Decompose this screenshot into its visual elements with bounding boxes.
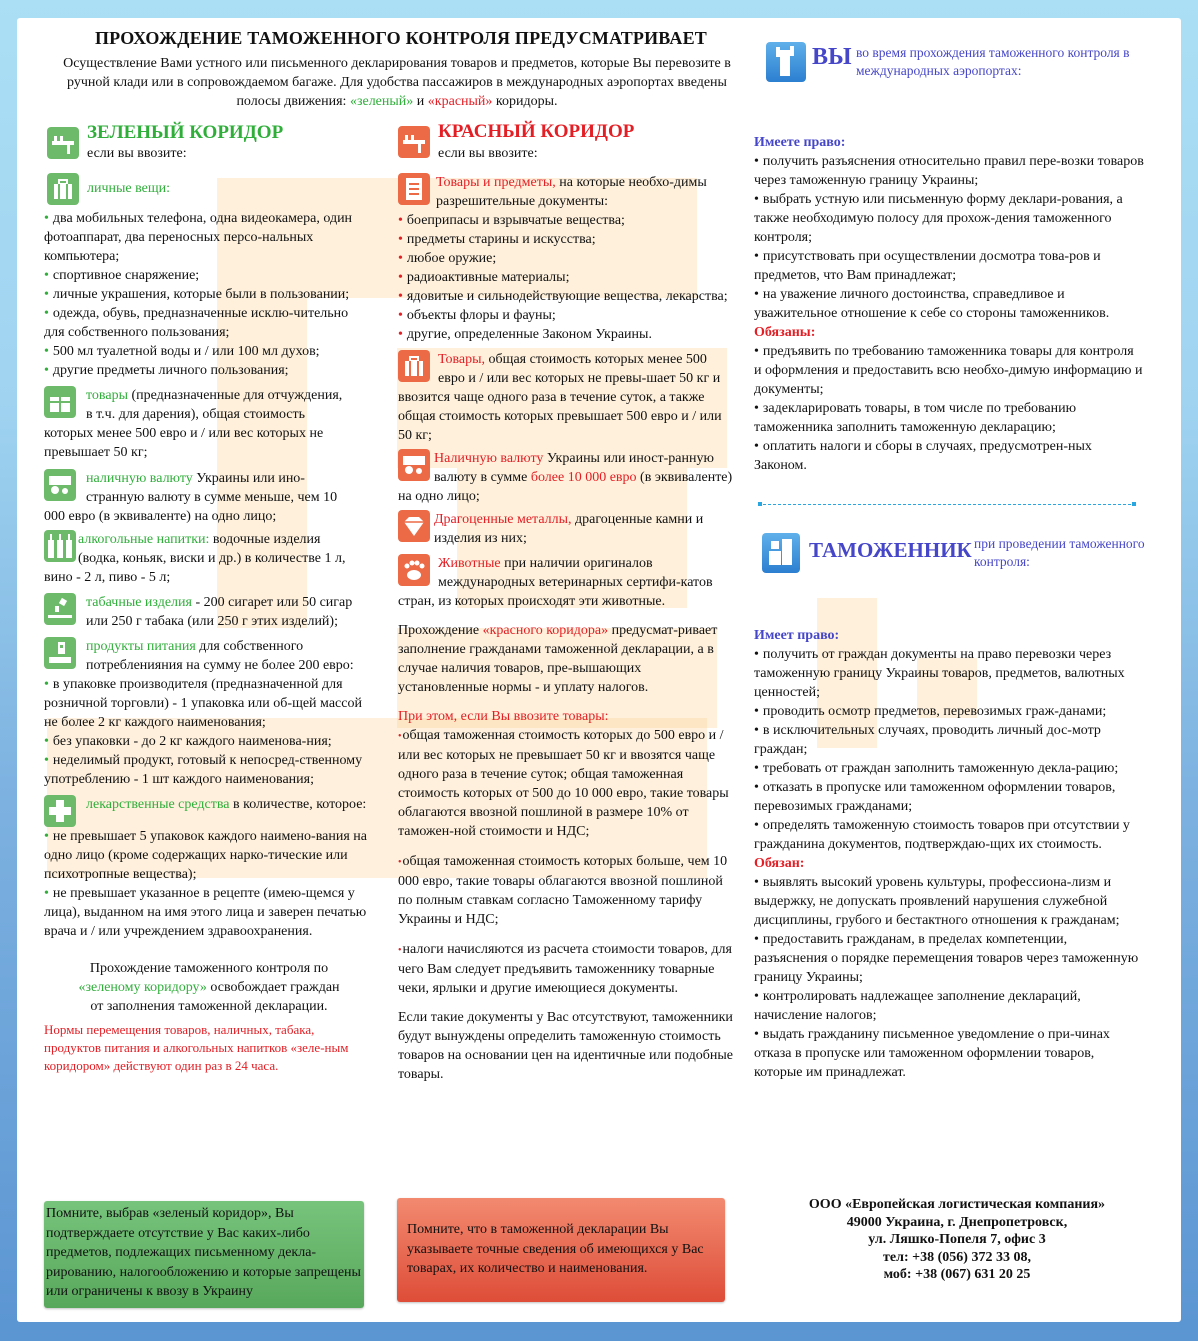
company-phone: тел: +38 (056) 372 33 08,	[883, 1249, 1031, 1265]
red-no-docs-note: Если такие документы у Вас отсутствуют, таможенники будут вынуждены определить таможенную стоимость товаров на основании цен на идентичные или подобные товары.	[398, 1010, 733, 1082]
list-item: • проводить осмотр предметов, перевозимых граж-данами;	[754, 702, 1144, 721]
suitcase-icon	[47, 173, 79, 205]
list-item: • одежда, обувь, предназначенные исклю-чительно для собственного пользования;	[44, 304, 370, 342]
cigarette-icon	[44, 593, 76, 625]
green-reminder-text: Помните, выбрав «зеленый коридор», Вы подтверждаете отсутствие у Вас каких-либо предметов, подлежащих письменному декла-рированию, налогообложению и которые запрещены или ограничены к ввозу в Украину	[46, 1206, 361, 1299]
red-cash-item	[398, 449, 734, 506]
customs-gate-icon	[398, 126, 430, 158]
note-green-label: «зеленому коридору»	[78, 980, 207, 995]
section-divider	[758, 504, 1136, 505]
animals-text: при наличии оригиналов международных ветеринарных сертифи-катов стран, из которых происходят эти животные.	[398, 556, 713, 609]
red-permits-item	[398, 173, 734, 344]
animals-label: Животные	[438, 556, 501, 571]
red-goods-item	[398, 350, 734, 445]
you-section	[754, 42, 1144, 475]
list-item: • предоставить гражданам, в пределах компетенции, разъяснения о порядке перемещения товаров через таможенную границу Украины;	[754, 930, 1144, 987]
green-norms-note: Нормы перемещения товаров, наличных, табака, продуктов питания и алкогольных напитков «зеле-ным коридором» действуют один раз в 24 часа.	[44, 1022, 349, 1073]
list-item: • другие предметы личного пользования;	[44, 361, 370, 380]
list-item: • боеприпасы и взрывчатые вещества;	[398, 211, 734, 230]
list-item: • оплатить налоги и сборы в случаях, предусмотрен-ных Законом.	[754, 437, 1144, 475]
list-item: • задекларировать товары, в том числе по требованию таможенника заполнить таможенную декларацию;	[754, 399, 1144, 437]
medical-cross-icon	[44, 795, 76, 827]
list-item: • предметы старины и искусства;	[398, 230, 734, 249]
list-item: • в исключительных случаях, проводить личный дос-мотр граждан;	[754, 721, 1144, 759]
passage-red-label: «красного коридора»	[482, 623, 609, 638]
red-corridor-header	[398, 122, 734, 162]
officer-section	[754, 533, 1144, 1082]
you-title: ВЫ	[812, 44, 852, 70]
list-item: • без упаковки - до 2 кг каждого наименова-ния;	[44, 732, 370, 751]
officer-duties-title: Обязан:	[754, 856, 805, 871]
green-reminder-box	[44, 1201, 364, 1308]
red-goods-label: Товары,	[438, 352, 486, 367]
personal-items-list	[44, 209, 370, 380]
red-corridor-title: КРАСНЫЙ КОРИДОР	[438, 121, 635, 142]
currency-icon	[44, 469, 76, 501]
metals-text: драгоценные камни и изделия из них;	[434, 512, 704, 546]
green-corridor-title: ЗЕЛЕНЫЙ КОРИДОР	[87, 122, 284, 143]
diamond-icon	[398, 510, 430, 542]
company-contacts	[757, 1196, 1157, 1284]
you-rights-title: Имеете право:	[754, 135, 846, 150]
list-item: • в упаковке производителя (предназначенной для розничной торговли) - 1 упаковка или об-щей массой не более 2 кг каждого наименования;	[44, 675, 370, 732]
alcohol-label: алкогольные напитки:	[78, 532, 210, 547]
list-item: • ядовитые и сильнодействующие вещества, лекарства;	[398, 287, 734, 306]
note-text: освобождает граждан от заполнения таможенной декларации.	[90, 980, 340, 1014]
officer-icon	[762, 533, 800, 573]
food-label: продукты питания	[86, 639, 196, 654]
list-item: • не превышает 5 упаковок каждого наимено-вания на одно лицо (кроме содержащих нарко-тические или психотропные вещества);	[44, 827, 370, 884]
suitcase-icon	[398, 350, 430, 382]
goods-label: товары	[86, 388, 128, 403]
company-address: ул. Ляшко-Попеля 7, офис 3	[868, 1232, 1046, 1247]
green-medicine-item	[44, 795, 370, 941]
alcohol-text: водочные изделия (водка, коньяк, виски и др.) в количестве 1 л, вино - 2 л, пиво - 5 л;	[44, 532, 346, 585]
list-item: • контролировать надлежащее заполнение деклараций, начисление налогов;	[754, 987, 1144, 1025]
red-cash-text-end: (в эквиваленте) на одно лицо;	[398, 470, 733, 504]
red-if-title: При этом, если Вы ввозите товары:	[398, 709, 609, 724]
green-alcohol-item	[44, 530, 364, 587]
permits-text: на которые необхо-димы разрешительные документы:	[436, 175, 707, 209]
list-item: • налоги начисляются из расчета стоимости товаров, для чего Вам следует предъявить таможеннику товарные чеки, ярлыки и другие имеющиеся документы.	[398, 940, 734, 998]
red-corridor-subtitle: если вы ввозите:	[438, 146, 538, 161]
intro-text-part: Осуществление Вами устного или письменного декларирования товаров и предметов, которые Вы перевозите в ручной клади или в сопровождаемом багаже. Для удобства пассажиров в международных аэропортах введены полосы движения:	[63, 56, 731, 109]
officer-rights-title: Имеет право:	[754, 628, 840, 643]
list-item: • общая таможенная стоимость которых больше, чем 10 000 евро, такие товары облагаются ввозной пошлиной по полным ставкам согласно Таможенному тарифу Украины и НДС;	[398, 852, 734, 929]
list-item: • выбрать устную или письменную форму деклари-рования, а также необходимую полосу для прохож-дения таможенного контроля;	[754, 190, 1144, 247]
customs-gate-icon	[47, 127, 79, 159]
tobacco-text: - 200 сигарет или 50 сигар или 250 г табака (или 250 г этих изделий);	[86, 595, 353, 629]
company-mobile: моб: +38 (067) 631 20 25	[883, 1267, 1031, 1282]
red-animals-item	[398, 554, 734, 611]
intro-text-part: и	[413, 94, 428, 109]
red-corridor-section	[398, 122, 734, 1084]
list-item: • два мобильных телефона, одна видеокамера, один фотоаппарат, два переносных персо-нальных компьютера;	[44, 209, 370, 266]
list-item: • не превышает указанное в рецепте (имею-щемся у лица), выданном на имя этого лица и заверен печатью врача и / или учреждением здравоохранения.	[44, 884, 370, 941]
paw-icon	[398, 554, 430, 586]
goods-text: (предназначенные для отчуждения, в т.ч. для дарения), общая стоимость которых менее 500 евро и / или вес которых не превышает 50 кг;	[44, 388, 343, 460]
leaflet-sheet	[17, 18, 1181, 1322]
red-cash-text: Украины или иност-ранную валюту в сумме	[434, 451, 714, 485]
list-item: • присутствовать при осуществлении досмотра това-ров и предметов, что Вам принадлежат;	[754, 247, 1144, 285]
green-corridor-section	[44, 123, 374, 1075]
medicine-label: лекарственные средства	[86, 797, 230, 812]
personal-items-label: личные вещи:	[87, 181, 171, 196]
red-goods-text: общая стоимость которых менее 500 евро и / или вес которых не превы-шает 50 кг и ввозится чаще одного раза в течение суток, а также общая стоимость которых превышает 500 евро и / или 50 кг;	[398, 352, 722, 443]
red-passage-note	[398, 621, 734, 697]
company-address: 49000 Украина, г. Днепропетровск,	[846, 1214, 1068, 1230]
red-metals-item	[398, 510, 734, 548]
list-item: • радиоактивные материалы;	[398, 268, 734, 287]
list-item: • общая таможенная стоимость которых до 500 евро и / или вес которых не превышает 50 кг и ввозятся чаще одного раза в течение суток; общая таможенная стоимость которых от 500 до 10 000 евро, такие товары облагаются ввозной пошлиной в размере 10% от таможен-ной стоимости и НДС;	[398, 726, 734, 841]
food-text: для собственного потребленияния на сумму не более 200 евро:	[86, 639, 354, 673]
you-header	[766, 42, 1144, 88]
permits-label: Товары и предметы,	[436, 175, 556, 190]
officer-title: ТАМОЖЕННИК	[809, 538, 972, 562]
passage-text: Прохождение	[398, 623, 483, 638]
list-item: • другие, определенные Законом Украины.	[398, 325, 734, 344]
cash-label: наличную валюту	[86, 471, 193, 486]
list-item: • на уважение личного достоинства, справедливое и уважительное отношение к себе со стороны таможенников.	[754, 285, 1144, 323]
list-item: • определять таможенную стоимость товаров при отсутствии у гражданина документов, подтверждаю-щих их стоимость.	[754, 816, 1144, 854]
officer-subtitle: при проведении таможенного контроля:	[974, 536, 1145, 569]
you-subtitle: во время прохождения таможенного контроля в международных аэропортах:	[856, 45, 1130, 78]
person-icon	[766, 42, 806, 82]
list-item: • 500 мл туалетной воды и / или 100 мл духов;	[44, 342, 370, 361]
page-title: ПРОХОЖДЕНИЕ ТАМОЖЕННОГО КОНТРОЛЯ ПРЕДУСМАТРИВАЕТ	[94, 28, 707, 48]
list-item: • требовать от граждан заполнить таможенную декла-рацию;	[754, 759, 1144, 778]
you-duties-title: Обязаны:	[754, 325, 816, 340]
list-item: • личные украшения, которые были в пользовании;	[44, 285, 370, 304]
currency-icon	[398, 449, 430, 481]
red-reminder-box	[397, 1198, 725, 1302]
company-name: ООО «Европейская логистическая компания»	[808, 1197, 1106, 1212]
metals-label: Драгоценные металлы,	[434, 512, 572, 527]
cash-text: Украины или ино-странную валюту в сумме меньше, чем 10 000 евро (в эквиваленте) на одно лицо;	[44, 471, 338, 524]
list-item: • предъявить по требованию таможенника товары для контроля и оформления и предоставить всю необхо-димую информацию и документы;	[754, 342, 1144, 399]
list-item: • выдать гражданину письменное уведомление о при-чинах отказа в пропуске или таможенном оформлении товаров, которые им принадлежат.	[754, 1025, 1144, 1082]
green-goods-item	[44, 386, 344, 462]
intro-red-label: «красный»	[427, 94, 493, 109]
green-corridor-subtitle: если вы ввозите:	[87, 146, 187, 161]
gift-box-icon	[44, 386, 76, 418]
list-item: • любое оружие;	[398, 249, 734, 268]
passage-text: предусмат-ривает заполнение гражданами таможенной декларации, а в случае наличия товаров, пре-вышающих установленные нормы - и уплату налогов.	[398, 623, 718, 695]
intro-text-part: коридоры.	[492, 94, 558, 109]
green-cash-item	[44, 469, 356, 526]
note-text: Прохождение таможенного контроля по	[89, 961, 329, 976]
list-item: • спортивное снаряжение;	[44, 266, 370, 285]
intro-text	[47, 54, 747, 111]
list-item: • получить от граждан документы на право перевозки через таможенную границу Украины товаров, предметов, валютных ценностей;	[754, 645, 1144, 702]
bottles-icon	[44, 530, 76, 562]
red-reminder-text: Помните, что в таможенной декларации Вы указываете точные сведения об имеющихся у Вас товарах, их количество и наименования.	[407, 1222, 704, 1276]
list-item: • объекты флоры и фауны;	[398, 306, 734, 325]
personal-items-header	[44, 173, 374, 209]
list-item: • отказать в пропуске или таможенном оформлении товаров, перевозимых гражданами;	[754, 778, 1144, 816]
tobacco-label: табачные изделия	[86, 595, 192, 610]
green-corridor-note	[74, 959, 344, 1016]
list-item: • выявлять высокий уровень культуры, профессиона-лизм и выдержку, не допускать проявлений нарушения служебной дисциплины, грубого и бестактного отношения к гражданам;	[754, 873, 1144, 930]
medicine-text: в количестве, которое:	[229, 797, 367, 812]
green-tobacco-item	[44, 593, 359, 631]
officer-header	[762, 533, 1144, 579]
green-corridor-header	[44, 123, 374, 163]
list-item: • получить разъяснения относительно правил пере-возки товаров через таможенную границу Украины;	[754, 152, 1144, 190]
green-food-item	[44, 637, 370, 789]
red-cash-amount: более 10 000 евро	[530, 470, 637, 485]
document-icon	[398, 173, 430, 205]
intro-green-label: «зеленый»	[349, 94, 414, 109]
red-cash-label: Наличную валюту	[434, 451, 544, 466]
food-scale-icon	[44, 637, 76, 669]
list-item: • неделимый продукт, готовый к непосред-ственному употреблению - 1 шт каждого наименования;	[44, 751, 370, 789]
